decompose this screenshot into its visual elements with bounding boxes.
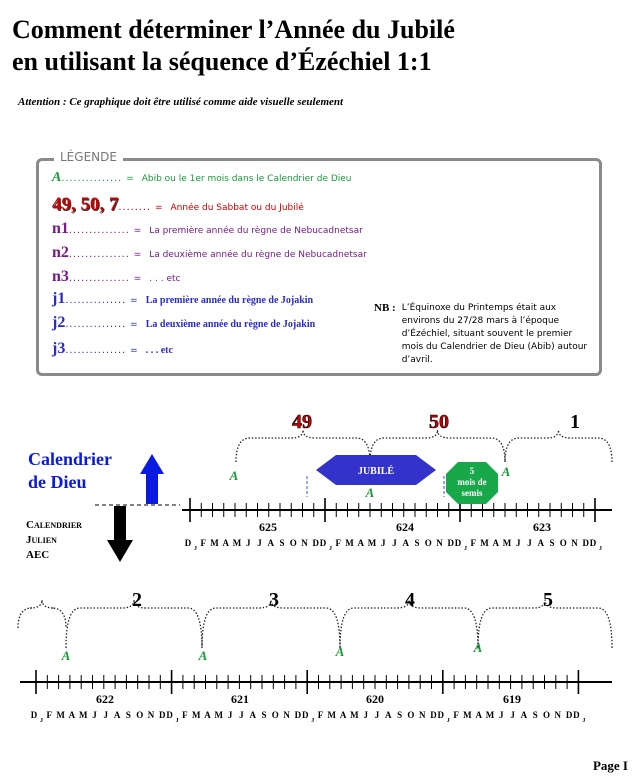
month-letter: M	[210, 538, 219, 548]
month-letter: A	[339, 710, 347, 720]
month-letter: D	[573, 710, 580, 720]
month-letter: F	[182, 710, 188, 720]
month-letter: N	[571, 538, 578, 548]
month-letter: F	[200, 538, 206, 548]
month-sub-j: J	[599, 546, 602, 552]
year-label: 624	[396, 520, 414, 534]
legend-equals: =	[130, 320, 138, 330]
month-sub-j: J	[582, 718, 586, 724]
month-letter: J	[257, 538, 262, 548]
legend-equals: =	[133, 250, 142, 260]
month-letter: A	[492, 538, 499, 548]
legend-dots: ...............	[68, 224, 130, 236]
down-arrow-head	[107, 540, 133, 562]
month-letter: M	[345, 538, 354, 548]
page-number: Page I	[592, 758, 628, 773]
month-letter: N	[147, 710, 155, 720]
nb-line: environs du 27/28 mars à l’époque	[401, 316, 560, 326]
month-letter: A	[357, 538, 364, 548]
legend-dots: ........	[118, 201, 151, 213]
month-letter: F	[317, 710, 324, 720]
gods-line-1: Calendrier	[28, 449, 112, 469]
month-sub-j: J	[311, 718, 315, 724]
month-letter: M	[191, 710, 201, 720]
month-letter: F	[470, 538, 476, 548]
month-letter: N	[554, 710, 562, 720]
legend-description: Année du Sabbat ou du Jubilé	[170, 203, 304, 213]
legend-description: La première année du règne de Jojakin	[145, 295, 314, 306]
month-letter: M	[78, 710, 88, 720]
month-letter: M	[232, 538, 242, 548]
legend-dots: ...............	[65, 344, 127, 356]
legend-equals: =	[133, 274, 142, 284]
nb-line: d’avril.	[401, 355, 433, 365]
month-letter: A	[222, 538, 229, 548]
title-line-1: Comment déterminer l’Année du Jubilé	[12, 15, 455, 44]
month-letter: N	[283, 710, 290, 720]
legend-dots: ...............	[65, 294, 127, 306]
month-letter: D	[159, 710, 166, 720]
legend-equals: =	[133, 226, 142, 236]
month-letter: D	[184, 538, 192, 548]
legend-description: . . . etc	[145, 345, 173, 356]
month-letter: S	[414, 538, 420, 548]
legend-equals: =	[130, 346, 138, 356]
legend-equals: =	[154, 203, 163, 213]
legend-symbol: n2	[52, 244, 69, 261]
legend-description: La deuxième année du règne de Nebucadnetsar	[149, 250, 367, 260]
month-letter: D	[312, 538, 319, 548]
month-letter: F	[46, 710, 53, 720]
abib-marker: A	[335, 644, 345, 659]
nb-line: d’Ézéchiel, situant souvent le premier	[401, 329, 573, 339]
month-letter: O	[407, 710, 415, 720]
year-label: 620	[366, 692, 384, 706]
month-letter: J	[527, 538, 532, 548]
semis-label: semis	[461, 488, 483, 498]
month-letter: M	[214, 710, 224, 720]
month-letter: M	[350, 710, 359, 720]
legend-dots: ...............	[65, 318, 127, 330]
legend-description: . . . etc	[149, 274, 181, 284]
abib-marker: A	[61, 648, 71, 663]
up-arrow-shaft	[146, 472, 158, 504]
month-letter: A	[249, 710, 256, 720]
month-letter: D	[319, 538, 327, 548]
month-letter: D	[166, 710, 173, 720]
month-sub-j: J	[175, 718, 179, 724]
month-letter: D	[582, 538, 589, 548]
year-label: 619	[503, 692, 521, 706]
month-sub-j: J	[446, 718, 450, 724]
month-letter: M	[367, 538, 377, 548]
legend-dots: ...............	[61, 172, 123, 184]
month-letter: M	[480, 538, 489, 548]
month-letter: D	[30, 710, 38, 720]
semis-label: mois de	[457, 477, 487, 487]
month-letter: A	[68, 710, 76, 720]
month-letter: J	[227, 710, 233, 720]
year-brace	[505, 430, 612, 462]
month-letter: O	[136, 710, 144, 720]
month-letter: O	[542, 710, 551, 720]
nb-line: mois du Calendrier de Dieu (Abib) autour	[401, 342, 588, 352]
legend-description: La deuxième année du règne de Jojakin	[145, 319, 316, 330]
month-letter: S	[125, 710, 131, 720]
month-letter: A	[267, 538, 274, 548]
year-marker: 4	[405, 589, 415, 611]
jubile-marker: 50	[429, 411, 449, 433]
legend-dots: ...............	[68, 272, 130, 284]
abib-marker: A	[473, 640, 483, 655]
month-letter: J	[239, 710, 244, 720]
month-letter: A	[537, 538, 544, 548]
month-letter: D	[447, 538, 454, 548]
month-letter: O	[424, 538, 432, 548]
nb-line: L’Équinoxe du Printemps était aux	[401, 303, 557, 313]
month-sub-j: J	[40, 718, 43, 724]
legend-description: La première année du règne de Nebucadnetsar	[149, 226, 363, 236]
month-letter: D	[301, 710, 309, 720]
month-letter: A	[520, 710, 528, 720]
month-letter: D	[589, 538, 597, 548]
month-sub-j: J	[464, 546, 467, 552]
month-letter: D	[437, 710, 445, 720]
month-letter: J	[392, 538, 397, 548]
semis-label: 5	[469, 466, 475, 476]
month-letter: N	[418, 710, 426, 720]
year-label: 625	[259, 520, 277, 534]
month-letter: O	[559, 538, 567, 548]
month-letter: S	[549, 538, 555, 548]
year-brace	[18, 600, 66, 628]
nb-label: NB :	[374, 302, 396, 314]
month-letter: F	[453, 710, 459, 720]
month-letter: A	[385, 710, 392, 720]
month-sub-j: J	[194, 546, 197, 552]
legend-symbol: n3	[52, 268, 69, 285]
month-letter: J	[516, 538, 521, 548]
month-letter: D	[454, 538, 462, 548]
abib-marker: A	[198, 648, 208, 663]
month-letter: J	[381, 538, 386, 548]
month-letter: J	[92, 710, 97, 720]
legend-symbol: j3	[52, 340, 66, 357]
month-letter: S	[397, 710, 403, 720]
gods-line-2: de Dieu	[28, 472, 87, 492]
legend-equals: =	[130, 296, 138, 306]
month-letter: A	[475, 710, 482, 720]
month-letter: M	[463, 710, 472, 720]
month-letter: D	[294, 710, 302, 720]
legend-description: Abib ou le 1er mois dans le Calendrier de Dieu	[141, 174, 352, 184]
jubile-label: JUBILÉ	[357, 466, 395, 477]
month-letter: S	[261, 710, 267, 720]
julian-line-2: Julien	[26, 534, 57, 546]
legend-symbol: n1	[52, 220, 69, 237]
month-letter: J	[246, 538, 251, 548]
month-letter: O	[289, 538, 297, 548]
month-letter: J	[374, 710, 380, 720]
legend-title: LÉGENDE	[54, 150, 123, 164]
julian-line-3: AEC	[26, 549, 50, 561]
abib-marker: A	[229, 468, 239, 483]
month-letter: S	[532, 710, 538, 720]
legend-equals: =	[126, 174, 134, 184]
month-letter: A	[402, 538, 409, 548]
year-marker: 2	[132, 589, 142, 611]
month-letter: S	[279, 538, 285, 548]
year-label: 621	[231, 692, 249, 706]
year-label: 623	[533, 520, 551, 534]
year-marker: 1	[570, 411, 580, 433]
year-marker: 3	[269, 589, 279, 611]
month-letter: J	[103, 710, 109, 720]
legend-dots: ...............	[68, 248, 130, 260]
julian-line-1: Calendrier	[26, 519, 82, 531]
month-letter: O	[271, 710, 279, 720]
month-letter: N	[301, 538, 308, 548]
year-marker: 5	[543, 589, 553, 611]
month-letter: M	[502, 538, 512, 548]
month-letter: N	[436, 538, 443, 548]
legend-symbol: j1	[52, 290, 66, 307]
year-label: 622	[96, 692, 114, 706]
title-line-2: en utilisant la séquence d’Ézéchiel 1:1	[12, 47, 432, 76]
month-letter: J	[510, 710, 515, 720]
month-letter: A	[204, 710, 211, 720]
month-letter: M	[485, 710, 495, 720]
sabbath-marker: 49	[292, 411, 312, 433]
abib-marker: A	[365, 485, 375, 500]
up-arrow-head	[140, 454, 164, 474]
abib-marker: A	[501, 464, 511, 479]
month-letter: M	[327, 710, 337, 720]
legend-symbol: 49, 50, 7	[52, 194, 119, 215]
legend-symbol: A	[52, 170, 62, 185]
down-arrow-shaft	[114, 506, 126, 542]
month-letter: D	[565, 710, 573, 720]
month-letter: D	[430, 710, 437, 720]
month-letter: F	[335, 538, 341, 548]
month-sub-j: J	[329, 546, 332, 552]
month-letter: M	[56, 710, 65, 720]
month-letter: J	[499, 710, 504, 720]
warning-text: Attention : Ce graphique doit être utilisé comme aide visuelle seulement	[18, 96, 344, 108]
legend-symbol: j2	[52, 314, 66, 331]
month-letter: J	[363, 710, 368, 720]
month-letter: A	[113, 710, 121, 720]
